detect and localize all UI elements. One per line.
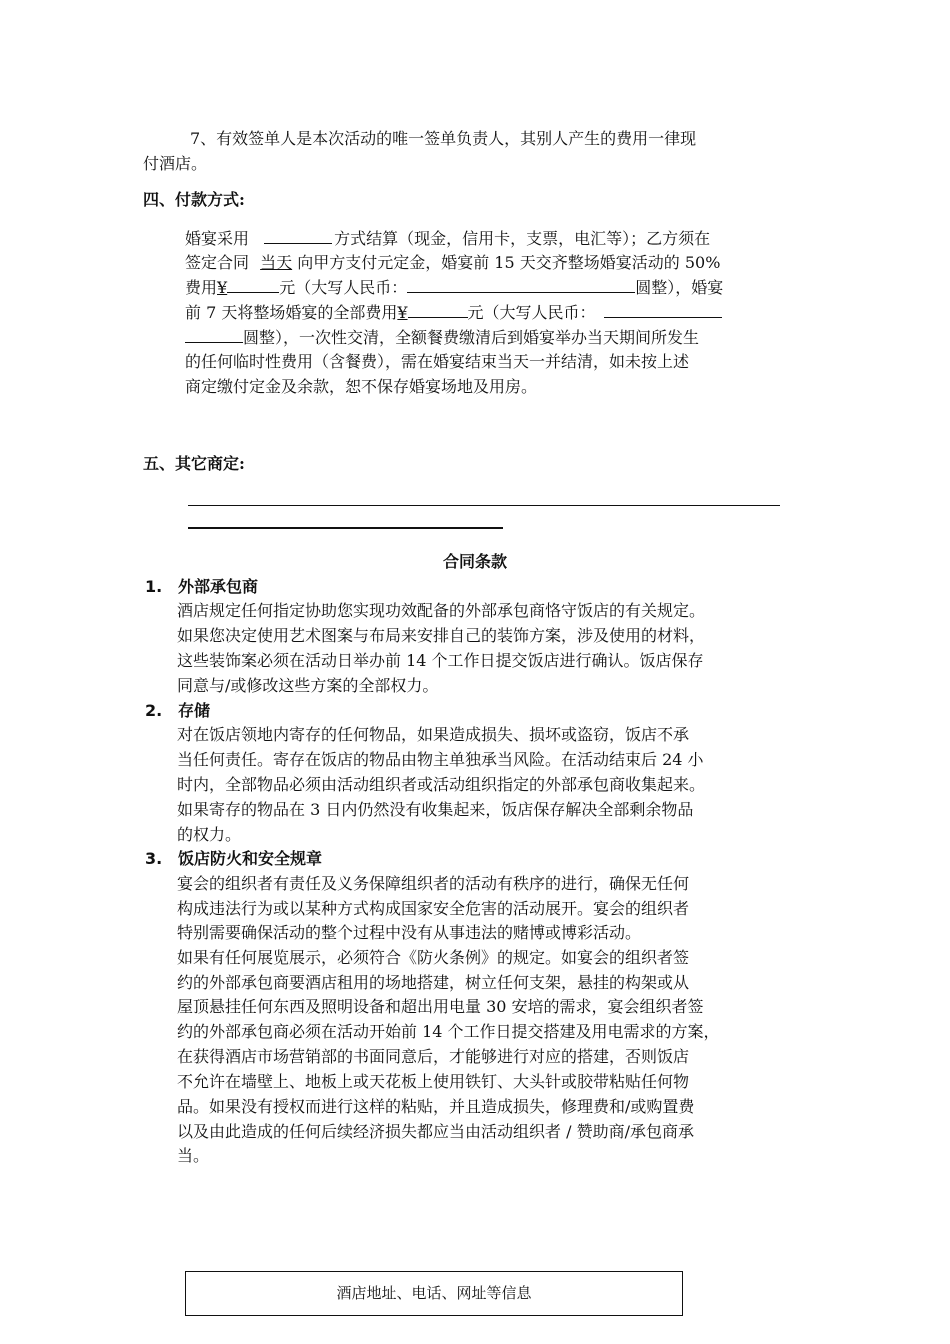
terms-line: 时内，全部物品必须由活动组织者或活动组织指定的外部承包商收集起来。 [177, 775, 706, 794]
other-terms-blank-line [188, 527, 503, 529]
terms-line: 酒店规定任何指定协助您实现功效配备的外部承包商恪守饭店的有关规定。 [177, 601, 706, 620]
terms-line: 对在饭店领地内寄存的任何物品，如果造成损失、损坏或盗窃，饭店不承 [177, 725, 690, 744]
terms-item-title: 饭店防火和安全规章 [178, 849, 323, 868]
payment-line6: 的任何临时性费用（含餐费），需在婚宴结束当天一并结清，如未按上述 [185, 352, 690, 371]
payment-text: 圆整），婚宴 [635, 278, 724, 297]
terms-item-number: 3. [145, 849, 163, 868]
payment-text: 婚宴采用 [185, 229, 250, 248]
other-terms-blank-line [188, 505, 780, 506]
terms-line: 如果寄存的物品在 3 日内仍然没有收集起来，饭店保存解决全部剩余物品 [177, 800, 694, 819]
terms-line: 约的外部承包商要酒店租用的场地搭建，树立任何支架，悬挂的构架或从 [177, 973, 690, 992]
payment-text: 签定合同 [185, 253, 250, 272]
terms-line: 同意与/或修改这些方案的全部权力。 [177, 676, 439, 695]
payment-line4 [185, 299, 722, 325]
payment-text: 前 7 天将整场婚宴的全部费用 [185, 303, 398, 322]
payment-line2 [185, 250, 720, 275]
terms-item-title: 存储 [178, 701, 211, 720]
payment-line1 [185, 225, 710, 251]
payment-text: 费用 [185, 278, 218, 297]
terms-line: 宴会的组织者有责任及义务保障组织者的活动有秩序的进行，确保无任何 [177, 874, 690, 893]
currency-symbol: ¥ [217, 278, 228, 297]
payment-text: 元（大写人民币： [279, 278, 408, 297]
payment-text: 圆整），一次性交清，全额餐费缴清后到婚宴举办当天期间所发生 [243, 328, 700, 347]
terms-line: 约的外部承包商必须在活动开始前 14 个工作日提交搭建及用电需求的方案， [177, 1022, 720, 1041]
section4-heading: 四、付款方式: [143, 190, 245, 209]
terms-line: 特别需要确保活动的整个过程中没有从事违法的赌博或博彩活动。 [177, 923, 642, 942]
terms-line: 的权力。 [177, 825, 242, 844]
terms-item-title: 外部承包商 [178, 577, 259, 596]
total-amount-blank [408, 299, 468, 318]
payment-text: 向甲方支付元定金，婚宴前 15 天交齐整场婚宴活动的 50% [297, 253, 721, 272]
total-chinese-amount-blank-cont [185, 324, 243, 343]
section5-heading: 五、其它商定: [143, 454, 245, 473]
terms-item-number: 2. [145, 701, 163, 720]
deposit-amount-blank [227, 274, 279, 293]
terms-line: 以及由此造成的任何后续经济损失都应当由活动组织者 / 赞助商/承包商承 [177, 1122, 694, 1141]
payment-text: 元（大写人民币： [467, 303, 596, 322]
item7-line1: 7、有效签单人是本次活动的唯一签单负责人，其别人产生的费用一律现 [190, 129, 697, 148]
terms-item-number: 1. [145, 577, 163, 596]
total-chinese-amount-blank [604, 299, 722, 318]
deposit-chinese-amount-blank [407, 274, 635, 293]
signing-day-value: 当天 [260, 253, 293, 272]
terms-line: 当任何责任。寄存在饭店的物品由物主单独承当风险。在活动结束后 24 小 [177, 750, 704, 769]
payment-line5 [185, 324, 699, 350]
terms-line: 如果有任何展览展示，必须符合《防火条例》的规定。如宴会的组织者签 [177, 948, 690, 967]
terms-line: 品。如果没有授权而进行这样的粘贴，并且造成损失，修理费和/或购置费 [177, 1097, 695, 1116]
terms-line: 当。 [177, 1146, 210, 1165]
terms-title: 合同条款 [442, 552, 507, 571]
terms-line: 屋顶悬挂任何东西及照明设备和超出用电量 30 安培的需求，宴会组织者签 [177, 997, 704, 1016]
payment-text: 方式结算（现金，信用卡，支票，电汇等）；乙方须在 [334, 229, 711, 248]
terms-line: 如果您决定使用艺术图案与布局来安排自己的装饰方案，涉及使用的材料， [177, 626, 706, 645]
footer-info-box: 酒店地址、电话、网址等信息 [185, 1271, 683, 1316]
payment-line7: 商定缴付定金及余款，恕不保存婚宴场地及用房。 [185, 377, 538, 396]
payment-line3 [185, 274, 723, 300]
payment-method-blank [264, 225, 332, 244]
terms-line: 在获得酒店市场营销部的书面同意后，才能够进行对应的搭建，否则饭店 [177, 1047, 690, 1066]
currency-symbol: ¥ [397, 303, 408, 322]
item7-line2: 付酒店。 [143, 154, 208, 173]
terms-line: 这些装饰案必须在活动日举办前 14 个工作日提交饭店进行确认。饭店保存 [177, 651, 704, 670]
terms-line: 构成违法行为或以某种方式构成国家安全危害的活动展开。宴会的组织者 [177, 899, 690, 918]
terms-line: 不允许在墙壁上、地板上或天花板上使用铁钉、大头针或胶带粘贴任何物 [177, 1072, 690, 1091]
